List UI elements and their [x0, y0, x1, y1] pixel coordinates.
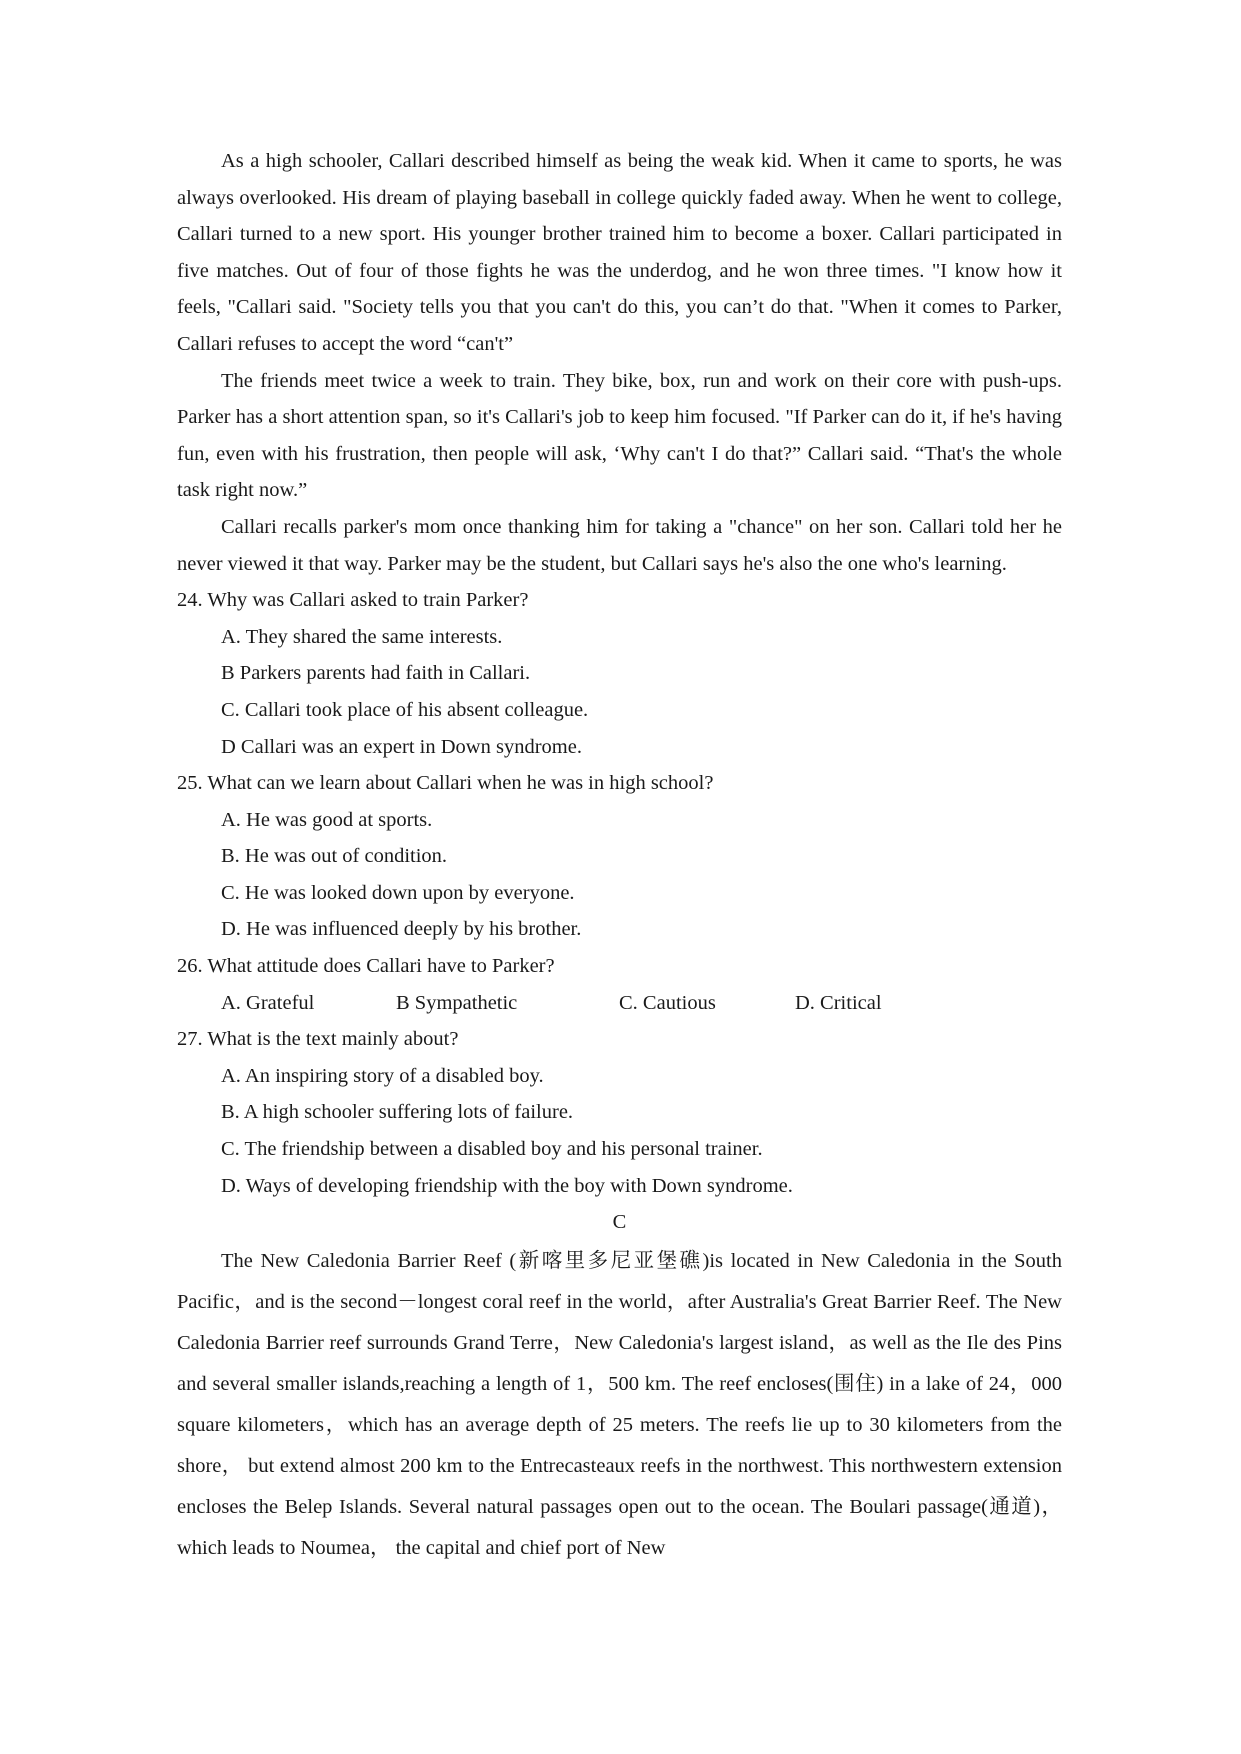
- passage-paragraph: Callari recalls parker's mom once thanking him for taking a "chance" on her son. Callari told her he never viewed it that way. Parker may be the student, but Callari says he's also the one who's learning.: [177, 515, 1062, 575]
- question-stem: 24. Why was Callari asked to train Parker?: [177, 589, 529, 612]
- answer-option: A. Grateful: [221, 991, 315, 1014]
- question-25: [177, 765, 1062, 948]
- passage-b: [177, 143, 1062, 1569]
- answer-option: D. Critical: [795, 991, 882, 1014]
- answer-option: B. He was out of condition.: [221, 845, 448, 868]
- answer-option: C. He was looked down upon by everyone.: [221, 881, 575, 904]
- answer-option: B Sympathetic: [396, 991, 518, 1014]
- answer-option: D Callari was an expert in Down syndrome.: [221, 735, 582, 758]
- answer-option: D. He was influenced deeply by his brother.: [221, 918, 582, 941]
- question-stem: 27. What is the text mainly about?: [177, 1028, 459, 1051]
- answer-option: C. Cautious: [619, 991, 716, 1014]
- section-heading: C: [612, 1211, 627, 1234]
- question-24: [177, 582, 1062, 765]
- passage-paragraph: As a high schooler, Callari described himself as being the weak kid. When it came to sports, he was always overlooked. His dream of playing baseball in college quickly faded away. When he went to college, Callari turned to a new sport. His younger brother trained him to become a boxer. Callari participated in five matches. Out of four of those fights he was the underdog, and he won three times. "I know how it feels, "Callari said. "Society tells you that you can't do this, you can’t do that. "When it comes to Parker, Callari refuses to accept the word “can't”: [177, 150, 1062, 355]
- answer-option: B. A high schooler suffering lots of failure.: [221, 1101, 574, 1124]
- passage-paragraph: The New Caledonia Barrier Reef (新喀里多尼亚堡礁)is located in New Caledonia in the South Pacific，and is the second－longest coral reef in the world，after Australia's Great Barrier Reef. The New Caledonia Barrier reef surrounds Grand Terre，New Caledonia's largest island，as well as the Ile des Pins and several smaller islands,reaching a length of 1，500 km. The reef encloses(围住) in a lake of 24，000 square kilometers，which has an average depth of 25 meters. The reefs lie up to 30 kilometers from the shore， but extend almost 200 km to the Entrecasteaux reefs in the northwest. This northwestern extension encloses the Belep Islands. Several natural passages open out to the ocean. The Boulari passage(通道)， which leads to Noumea， the capital and chief port of New: [177, 1249, 1062, 1559]
- question-stem: 26. What attitude does Callari have to Parker?: [177, 955, 555, 978]
- passage-paragraph: The friends meet twice a week to train. They bike, box, run and work on their core with push-ups. Parker has a short attention span, so it's Callari's job to keep him focused. "If Parker can do it, if he's having fun, even with his frustration, then people will ask, ‘Why can't I do that?” Callari said. “That's the whole task right now.”: [177, 369, 1062, 502]
- question-stem: 25. What can we learn about Callari when he was in high school?: [177, 772, 714, 795]
- answer-option: B Parkers parents had faith in Callari.: [221, 662, 531, 685]
- answer-option: A. An inspiring story of a disabled boy.: [221, 1064, 544, 1087]
- answer-option: A. He was good at sports.: [221, 808, 433, 831]
- question-27: [177, 1021, 1062, 1204]
- answer-option: C. The friendship between a disabled boy and his personal trainer.: [221, 1138, 763, 1161]
- answer-option: C. Callari took place of his absent colleague.: [221, 698, 589, 721]
- answer-option: D. Ways of developing friendship with the boy with Down syndrome.: [221, 1174, 793, 1197]
- answer-option: A. They shared the same interests.: [221, 625, 503, 648]
- answer-options-row: [177, 985, 1062, 1022]
- question-26: [177, 948, 1062, 1021]
